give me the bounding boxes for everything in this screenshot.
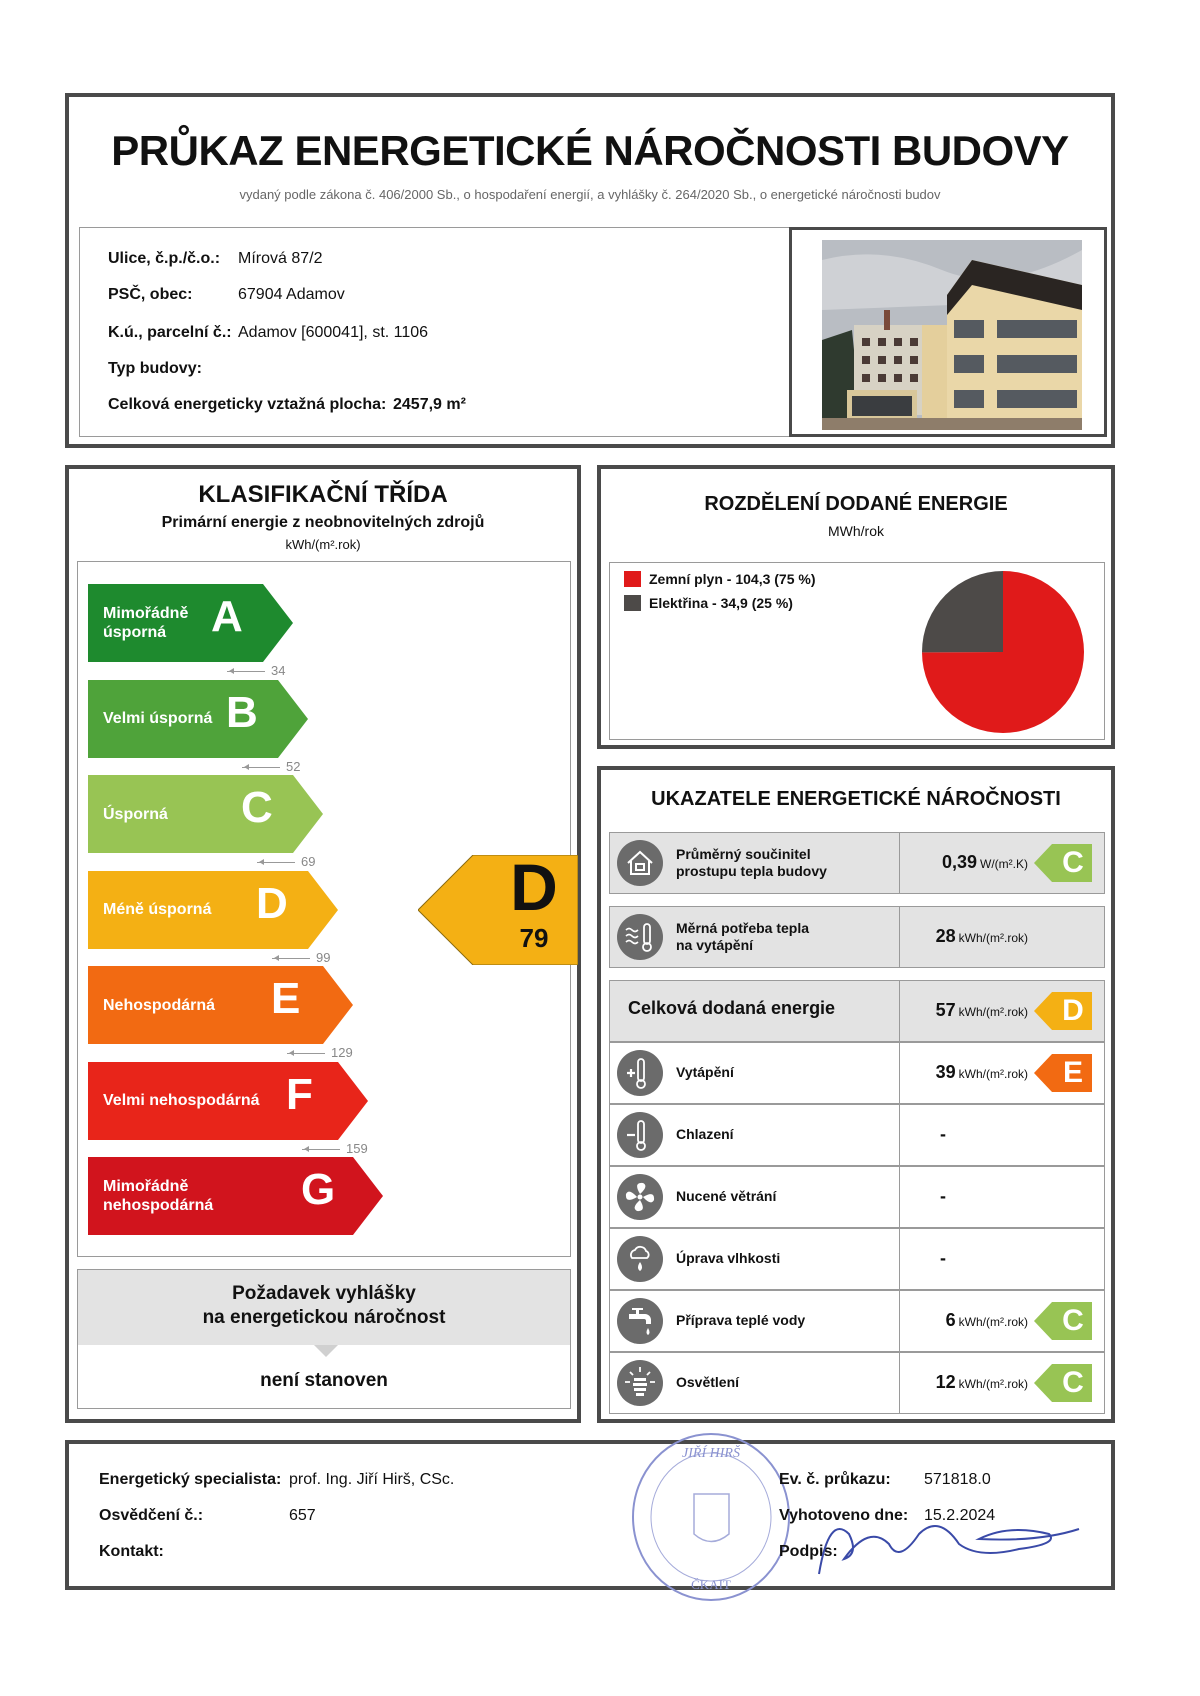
class-threshold: [227, 663, 285, 678]
building-photo-illustration: [822, 240, 1082, 430]
indicator-number: 0,39: [941, 852, 978, 872]
indicator-row-hot-water: [609, 1290, 1105, 1352]
indicator-label-line-1: Celková dodaná energie: [628, 998, 836, 1018]
indicator-class-badge: [1034, 1054, 1092, 1092]
band-letter: G: [301, 1165, 336, 1214]
indicator-row-heating: [609, 1042, 1105, 1104]
building-photo: [822, 240, 1082, 430]
threshold-value: 69: [301, 854, 316, 869]
indicator-icon-badge: [617, 1298, 663, 1344]
indicator-icon-badge: [617, 1360, 663, 1406]
threshold-value: 159: [346, 1140, 368, 1156]
indicator-row-cooling: [609, 1104, 1105, 1166]
column-divider: [899, 1229, 900, 1289]
indicator-row-u-value: [609, 832, 1105, 894]
indicator-label: [628, 1000, 835, 1017]
threshold-arrow: [287, 1053, 325, 1054]
indicator-class-letter: D: [1062, 994, 1084, 1027]
indicator-row-humidity: [609, 1228, 1105, 1290]
threshold-arrow: [272, 958, 310, 959]
threshold-arrow: [227, 671, 265, 672]
indicator-number: 6: [945, 1310, 956, 1330]
legend-label-electricity: Elektřina - 34,9 (25 %): [649, 595, 793, 611]
distribution-unit: MWh/rok: [828, 523, 884, 539]
indicator-unit: kWh/(m².rok): [958, 1377, 1028, 1391]
type-row: [108, 360, 202, 378]
official-stamp: [629, 1429, 794, 1604]
date-value: 15.2.2024: [924, 1507, 996, 1524]
classification-title: KLASIFIKAČNÍ TŘÍDA: [198, 481, 448, 508]
distribution-chart: [609, 562, 1105, 740]
threshold-arrow: [242, 767, 280, 768]
indicator-label-line-1: Měrná potřeba tepla: [676, 920, 810, 936]
pie-slice-electricity: [922, 571, 1003, 652]
photo-frame: [789, 227, 1107, 437]
class-band-c: [88, 775, 323, 853]
signature-label: Podpis:: [779, 1543, 838, 1560]
requirement-title-2: na energetickou náročnost: [202, 1307, 446, 1328]
legend-label-gas: Zemní plyn - 104,3 (75 %): [649, 571, 816, 587]
band-label: Mimořádně úsporná: [103, 605, 189, 641]
indicator-value: [936, 1000, 1028, 1021]
legend-item-electricity: [624, 595, 793, 611]
indicator-class-badge: [1034, 844, 1092, 882]
requirement-value: není stanoven: [260, 1370, 388, 1391]
indicator-unit: kWh/(m².rok): [958, 1067, 1028, 1081]
ev-number-value: 571818.0: [924, 1471, 991, 1488]
specialist-value: prof. Ing. Jiří Hirš, CSc.: [289, 1471, 455, 1488]
house-icon: [617, 840, 663, 886]
document-title: PRŮKAZ ENERGETICKÉ NÁROČNOSTI BUDOVY: [111, 127, 1069, 174]
indicator-label: [676, 1312, 805, 1329]
indicator-icon-badge: [617, 840, 663, 886]
contact-label: Kontakt:: [99, 1543, 164, 1560]
certificate-value: 657: [289, 1507, 316, 1524]
street-row: [108, 250, 323, 268]
indicator-label: [676, 1374, 739, 1391]
indicator-number: 57: [935, 1000, 956, 1020]
class-threshold: [302, 1141, 368, 1156]
class-band-g: [88, 1157, 383, 1235]
column-divider: [899, 833, 900, 893]
column-divider: [899, 981, 900, 1041]
column-divider: [899, 1167, 900, 1227]
svg-text:ČKAIT: ČKAIT: [691, 1577, 731, 1592]
band-label: Méně úsporná: [103, 901, 212, 918]
indicator-label-line-1: Chlazení: [676, 1126, 734, 1142]
requirement-header: [78, 1270, 570, 1345]
indicator-value: [936, 1372, 1028, 1393]
column-divider: [899, 1291, 900, 1351]
indicator-class-letter: C: [1062, 846, 1084, 879]
indicator-row-ventilation: [609, 1166, 1105, 1228]
legend-swatch-gas: [624, 571, 641, 587]
indicator-row-total-delivered: [609, 980, 1105, 1042]
classification-panel: [65, 465, 581, 1423]
indicator-icon-badge: [617, 1174, 663, 1220]
header-section: [65, 93, 1115, 448]
document-subtitle: vydaný podle zákona č. 406/2000 Sb., o hospodaření energií, a vyhlášky č. 264/2020 Sb., o energetické náročnosti budov: [239, 187, 941, 202]
class-threshold: [242, 759, 300, 774]
requirement-box: [77, 1269, 571, 1409]
indicators-panel: [597, 766, 1115, 1423]
indicator-value: -: [940, 1248, 946, 1268]
classification-unit: kWh/(m².rok): [285, 537, 361, 552]
indicator-number: 12: [935, 1372, 956, 1392]
date-label: Vyhotoveno dne:: [779, 1507, 909, 1524]
indicator-value: -: [940, 1186, 946, 1206]
threshold-value: 99: [316, 949, 331, 965]
heat-demand-icon: [617, 914, 663, 960]
fan-icon: [617, 1174, 663, 1220]
signature: [789, 1504, 1089, 1584]
parcel-label: K.ú., parcelní č.:: [108, 324, 232, 341]
indicator-label-line-2: na vytápění: [676, 937, 754, 953]
lightbulb-icon: [617, 1360, 663, 1406]
indicator-label: [676, 920, 809, 954]
class-band-d: [88, 871, 338, 949]
legend-swatch-electricity: [624, 595, 641, 611]
column-divider: [899, 1353, 900, 1413]
indicator-label-line-1: Úprava vlhkosti: [676, 1250, 781, 1266]
band-label: Úsporná: [103, 805, 168, 823]
threshold-arrow: [257, 862, 295, 863]
parcel-value: Adamov [600041], st. 1106: [238, 324, 429, 341]
class-threshold: [272, 950, 330, 965]
energy-distribution-panel: [597, 465, 1115, 749]
class-threshold: [257, 854, 315, 869]
band-letter: A: [211, 592, 243, 641]
area-value: 2457,9 m²: [393, 396, 466, 413]
indicator-value: [946, 1310, 1028, 1331]
indicator-row-heat-demand: [609, 906, 1105, 968]
indicator-value: [936, 926, 1028, 947]
indicator-unit: kWh/(m².rok): [958, 1005, 1028, 1019]
rating-letter: D: [510, 849, 558, 924]
certificate-label: Osvědčení č.:: [99, 1507, 204, 1524]
band-letter: F: [286, 1069, 313, 1119]
thermometer-minus-icon: [617, 1112, 663, 1158]
faucet-icon: [617, 1298, 663, 1344]
building-info: [79, 227, 789, 437]
indicator-row-lighting: [609, 1352, 1105, 1414]
band-letter: E: [271, 974, 301, 1023]
rating-indicator: [418, 849, 578, 965]
indicator-unit: W/(m².K): [980, 857, 1028, 871]
distribution-title: ROZDĚLENÍ DODANÉ ENERGIE: [704, 493, 1008, 515]
class-band-f: [88, 1062, 368, 1140]
indicator-number: 39: [935, 1062, 956, 1082]
indicator-value: [936, 1062, 1028, 1083]
zip-value: 67904 Adamov: [238, 286, 345, 303]
column-divider: [899, 1043, 900, 1103]
indicator-class-badge: [1034, 992, 1092, 1030]
indicator-label-line-1: Průměrný součinitel: [676, 846, 811, 862]
indicator-icon-badge: [617, 914, 663, 960]
indicator-label: [676, 846, 827, 880]
class-band-a: [88, 584, 293, 662]
band-letter: D: [256, 878, 288, 928]
requirement-title-1: Požadavek vyhlášky: [232, 1283, 416, 1304]
type-label: Typ budovy:: [108, 360, 202, 377]
band-letter: B: [226, 687, 258, 737]
zip-label: PSČ, obec:: [108, 286, 193, 303]
indicator-label-line-1: Osvětlení: [676, 1374, 740, 1390]
energy-scale: [77, 561, 571, 1257]
class-threshold: [287, 1045, 353, 1060]
indicator-label: [676, 1188, 776, 1205]
indicator-label: [676, 1064, 734, 1081]
band-letter: C: [241, 783, 273, 832]
street-value: Mírová 87/2: [238, 250, 323, 267]
indicator-icon-badge: [617, 1236, 663, 1282]
thermometer-plus-icon: [617, 1050, 663, 1096]
indicator-label-line-2: prostupu tepla budovy: [676, 863, 827, 879]
indicator-class-letter: C: [1062, 1304, 1084, 1337]
threshold-arrow: [302, 1149, 340, 1150]
requirement-notch: [314, 1345, 338, 1357]
band-label: Mimořádně nehospodárná: [103, 1178, 214, 1214]
indicator-label-line-1: Příprava teplé vody: [676, 1312, 806, 1328]
indicator-class-letter: C: [1062, 1366, 1084, 1399]
indicator-class-letter: E: [1062, 1056, 1083, 1089]
indicator-class-badge: [1034, 1364, 1092, 1402]
indicator-label: [676, 1126, 734, 1143]
humidity-icon: [617, 1236, 663, 1282]
indicator-label-line-1: Nucené větrání: [676, 1188, 777, 1204]
svg-text:JIŘÍ HIRŠ: JIŘÍ HIRŠ: [682, 1446, 740, 1461]
indicator-value: -: [940, 1124, 946, 1144]
footer-section: [65, 1440, 1115, 1590]
rating-value: 79: [519, 922, 549, 953]
legend-item-gas: [624, 571, 816, 587]
class-band-b: [88, 680, 308, 758]
class-band-e: [88, 966, 353, 1044]
area-label: Celková energeticky vztažná plocha:: [108, 396, 387, 413]
threshold-value: 129: [331, 1045, 353, 1060]
indicator-value: [942, 852, 1028, 873]
indicator-number: 28: [935, 926, 956, 946]
threshold-value: 52: [286, 758, 301, 774]
parcel-row: [108, 324, 429, 342]
band-label: Velmi úsporná: [103, 710, 213, 727]
indicator-class-badge: [1034, 1302, 1092, 1340]
column-divider: [899, 907, 900, 967]
column-divider: [899, 1105, 900, 1165]
classification-subtitle: Primární energie z neobnovitelných zdrojů: [161, 514, 485, 531]
specialist-label: Energetický specialista:: [99, 1471, 282, 1488]
indicator-unit: kWh/(m².rok): [958, 1315, 1028, 1329]
pie-chart: [920, 569, 1086, 735]
indicators-title: UKAZATELE ENERGETICKÉ NÁROČNOSTI: [651, 788, 1061, 810]
band-label: Velmi nehospodárná: [103, 1092, 260, 1109]
indicator-unit: kWh/(m².rok): [958, 931, 1028, 945]
indicator-label: [676, 1250, 780, 1267]
area-row: [108, 396, 466, 414]
street-label: Ulice, č.p./č.o.:: [108, 250, 221, 267]
indicator-label-line-1: Vytápění: [676, 1064, 734, 1080]
ev-number-label: Ev. č. průkazu:: [779, 1471, 891, 1488]
indicator-icon-badge: [617, 1112, 663, 1158]
band-label: Nehospodárná: [103, 996, 216, 1014]
zip-row: [108, 286, 345, 304]
threshold-value: 34: [271, 663, 286, 678]
indicator-icon-badge: [617, 1050, 663, 1096]
